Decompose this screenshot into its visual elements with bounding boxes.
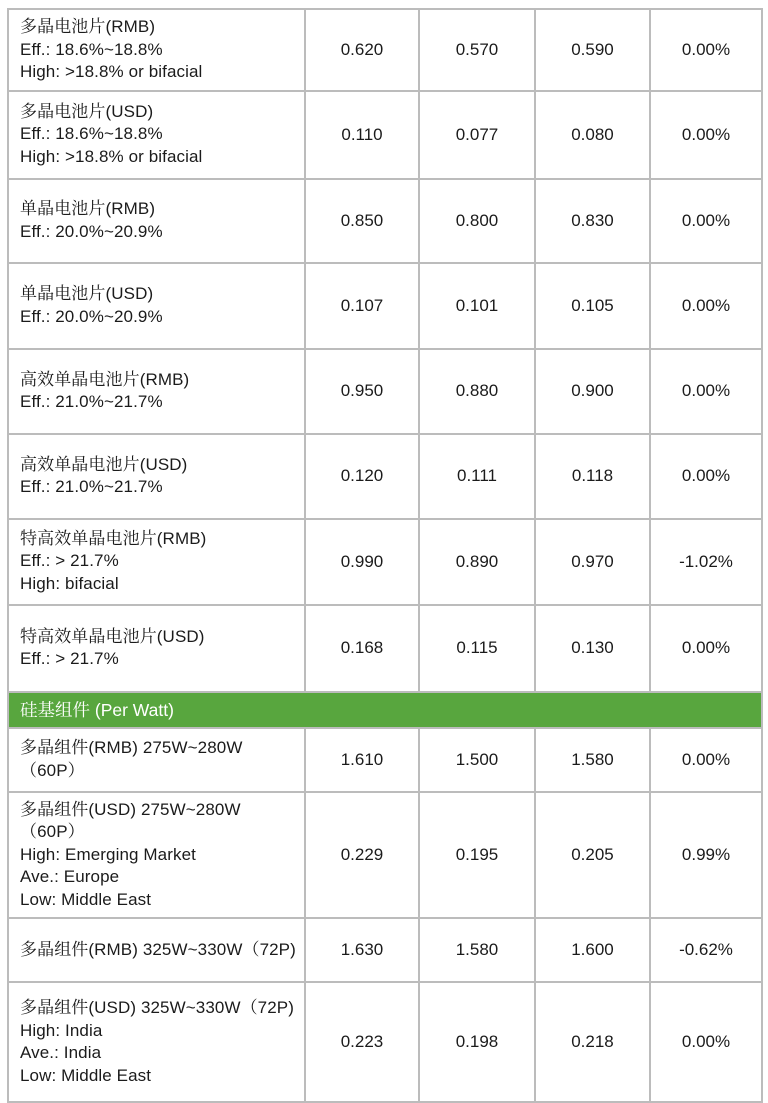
section-header-row	[8, 692, 762, 728]
table-row	[8, 179, 762, 263]
price-table-body	[8, 9, 762, 1102]
price-cell: 0.218	[535, 982, 650, 1102]
price-cell: 0.110	[305, 91, 419, 179]
product-line: Ave.: India	[20, 1043, 102, 1062]
price-cell: 1.500	[419, 728, 535, 792]
product-line: High: India	[20, 1020, 103, 1040]
change-percent-cell: 0.00%	[650, 179, 762, 263]
change-percent-cell: 0.00%	[650, 728, 762, 792]
product-line: 特高效单晶电池片(RMB)	[20, 528, 207, 548]
product-cell	[8, 434, 305, 519]
change-percent-cell: 0.00%	[650, 434, 762, 519]
product-line: High: bifacial	[20, 573, 119, 593]
table-row	[8, 982, 762, 1102]
product-line: 多晶组件(USD) 325W~330W（72P)	[20, 998, 294, 1017]
price-cell: 0.950	[305, 349, 419, 434]
table-row	[8, 605, 762, 692]
table-row	[8, 918, 762, 982]
price-cell: 0.890	[419, 519, 535, 605]
price-cell: 1.610	[305, 728, 419, 792]
change-percent-cell: 0.00%	[650, 982, 762, 1102]
product-line: Ave.: Europe	[20, 867, 120, 886]
product-line: 多晶组件(RMB) 325W~330W（72P)	[20, 939, 296, 959]
product-line: Eff.: 20.0%~20.9%	[20, 306, 163, 326]
price-cell: 0.900	[535, 349, 650, 434]
product-line: 单晶电池片(USD)	[20, 284, 154, 303]
product-cell	[8, 519, 305, 605]
price-cell: 0.077	[419, 91, 535, 179]
price-cell: 0.101	[419, 263, 535, 349]
change-percent-cell: -0.62%	[650, 918, 762, 982]
product-cell	[8, 982, 305, 1102]
change-percent-cell: 0.00%	[650, 9, 762, 91]
price-cell: 0.570	[419, 9, 535, 91]
product-line: High: Emerging Market	[20, 844, 196, 864]
product-cell	[8, 9, 305, 91]
product-cell	[8, 263, 305, 349]
product-line: 特高效单晶电池片(USD)	[20, 626, 205, 646]
product-line: 单晶电池片(RMB)	[20, 199, 156, 218]
product-line: 多晶组件(RMB) 275W~280W	[20, 738, 243, 757]
table-row	[8, 434, 762, 519]
price-cell: 0.205	[535, 792, 650, 919]
price-cell: 0.115	[419, 605, 535, 692]
price-cell: 0.105	[535, 263, 650, 349]
product-line: Eff.: > 21.7%	[20, 649, 119, 668]
product-line: Low: Middle East	[20, 889, 152, 909]
price-cell: 0.195	[419, 792, 535, 919]
product-line: 多晶电池片(RMB)	[20, 17, 156, 36]
change-percent-cell: 0.00%	[650, 263, 762, 349]
product-line: 多晶电池片(USD)	[20, 101, 154, 121]
product-line: High: >18.8% or bifacial	[20, 62, 203, 81]
price-cell: 0.223	[305, 982, 419, 1102]
table-row	[8, 349, 762, 434]
price-cell: 0.880	[419, 349, 535, 434]
product-cell	[8, 792, 305, 919]
product-line: （60P）	[20, 760, 85, 780]
product-line: Eff.: 18.6%~18.8%	[20, 124, 163, 144]
price-cell: 0.800	[419, 179, 535, 263]
product-line: 高效单晶电池片(RMB)	[20, 369, 190, 389]
product-line: Eff.: > 21.7%	[20, 551, 119, 571]
product-line: Eff.: 21.0%~21.7%	[20, 392, 163, 411]
product-line: Eff.: 18.6%~18.8%	[20, 39, 163, 59]
price-cell: 0.130	[535, 605, 650, 692]
product-line: Eff.: 20.0%~20.9%	[20, 221, 163, 241]
product-cell	[8, 605, 305, 692]
product-cell	[8, 918, 305, 982]
table-row	[8, 728, 762, 792]
price-cell: 0.830	[535, 179, 650, 263]
price-table	[7, 8, 763, 1103]
change-percent-cell: 0.99%	[650, 792, 762, 919]
price-cell: 0.229	[305, 792, 419, 919]
table-row	[8, 792, 762, 919]
product-line: 多晶组件(USD) 275W~280W	[20, 799, 241, 819]
product-cell	[8, 349, 305, 434]
product-line: （60P）	[20, 822, 85, 841]
price-cell: 1.630	[305, 918, 419, 982]
price-cell: 0.120	[305, 434, 419, 519]
price-cell: 0.080	[535, 91, 650, 179]
price-cell: 0.107	[305, 263, 419, 349]
price-cell: 0.111	[419, 434, 535, 519]
price-cell: 0.850	[305, 179, 419, 263]
product-line: Eff.: 21.0%~21.7%	[20, 477, 163, 496]
price-cell: 0.168	[305, 605, 419, 692]
price-cell: 0.970	[535, 519, 650, 605]
price-cell: 1.580	[419, 918, 535, 982]
price-cell: 0.590	[535, 9, 650, 91]
table-row	[8, 263, 762, 349]
table-row	[8, 91, 762, 179]
change-percent-cell: -1.02%	[650, 519, 762, 605]
price-cell: 1.600	[535, 918, 650, 982]
price-cell: 1.580	[535, 728, 650, 792]
table-row	[8, 9, 762, 91]
product-cell	[8, 91, 305, 179]
change-percent-cell: 0.00%	[650, 349, 762, 434]
product-cell	[8, 728, 305, 792]
table-row	[8, 519, 762, 605]
price-cell: 0.990	[305, 519, 419, 605]
product-line: High: >18.8% or bifacial	[20, 146, 203, 166]
price-cell: 0.620	[305, 9, 419, 91]
section-header: 硅基组件 (Per Watt)	[8, 692, 762, 728]
change-percent-cell: 0.00%	[650, 605, 762, 692]
price-cell: 0.198	[419, 982, 535, 1102]
product-line: Low: Middle East	[20, 1065, 152, 1085]
product-cell	[8, 179, 305, 263]
product-line: 高效单晶电池片(USD)	[20, 454, 188, 474]
change-percent-cell: 0.00%	[650, 91, 762, 179]
price-cell: 0.118	[535, 434, 650, 519]
